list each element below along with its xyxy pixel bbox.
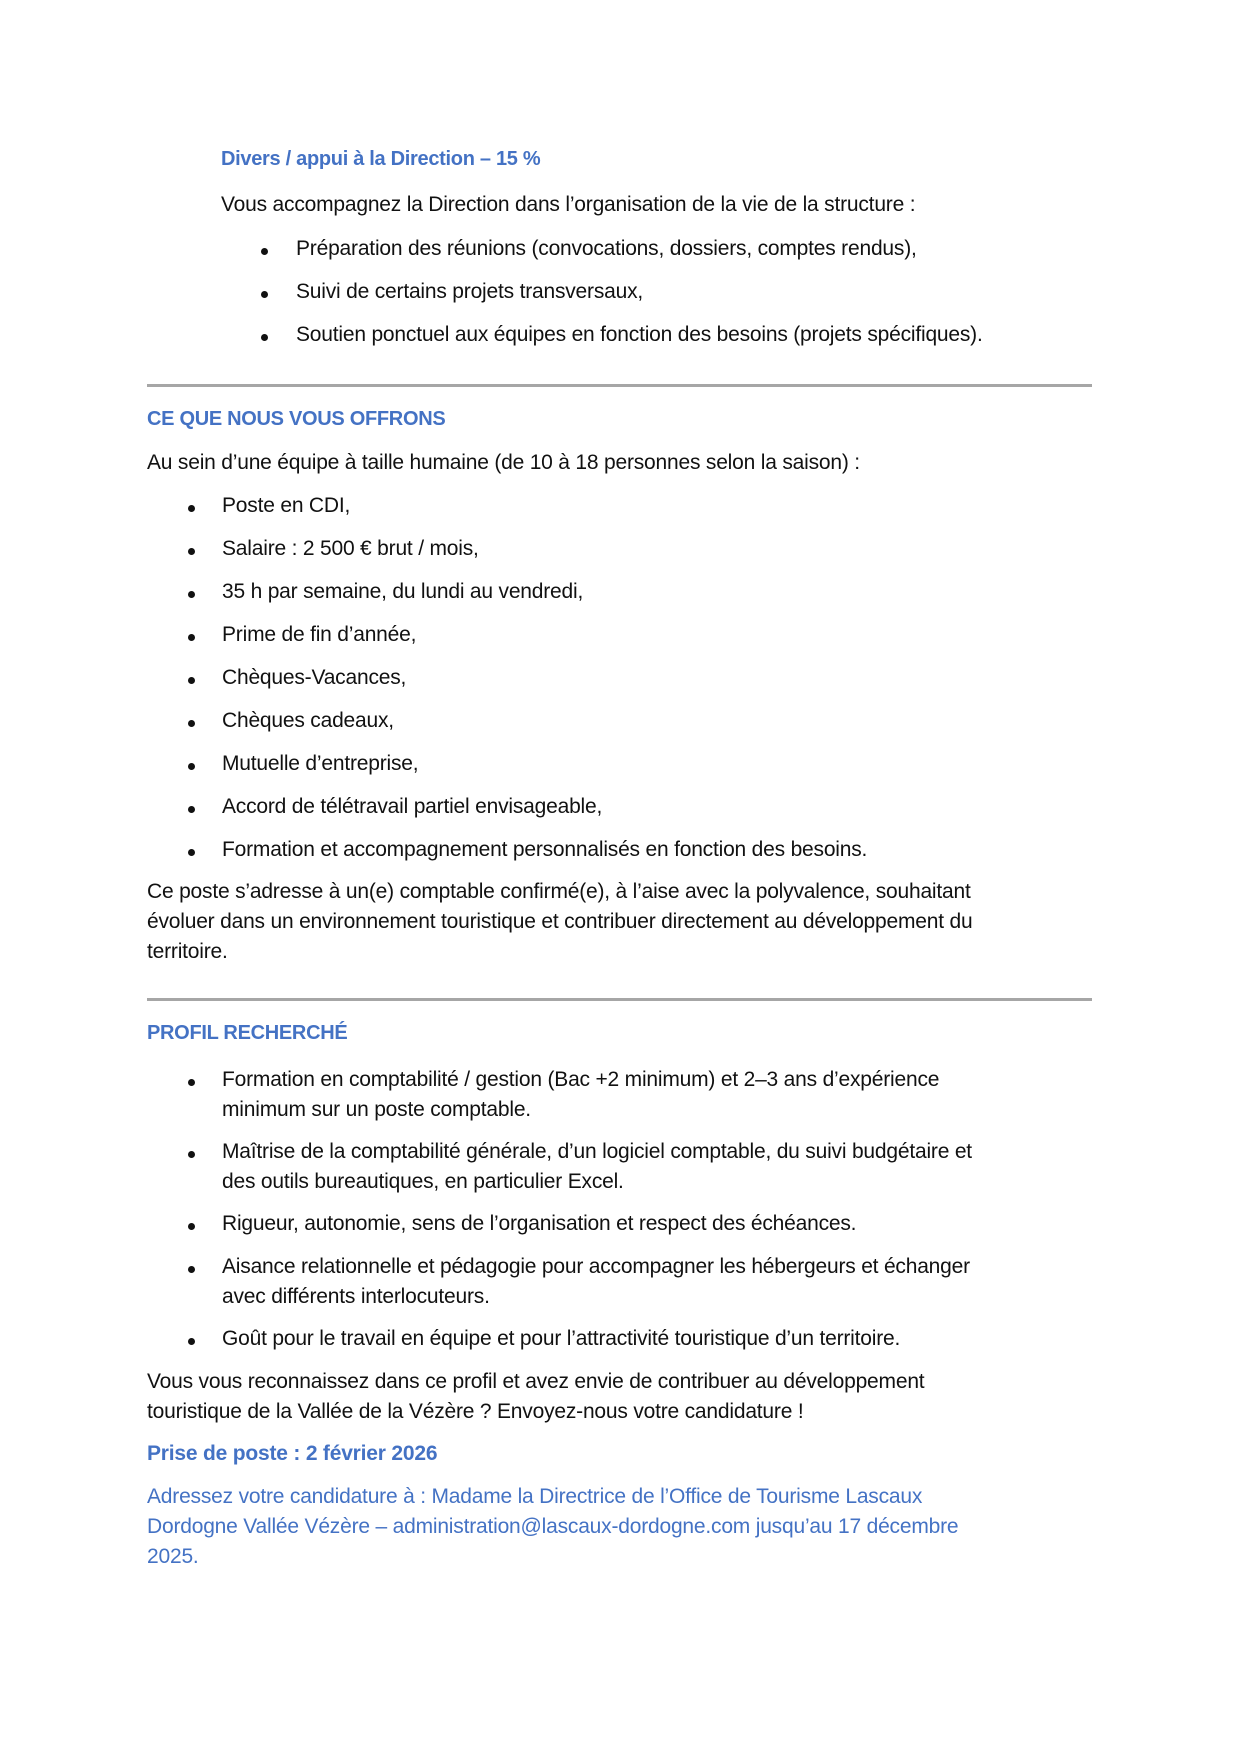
bullet-icon <box>261 291 268 298</box>
offrons-item: Salaire : 2 500 € brut / mois, <box>222 537 479 560</box>
bullet-icon <box>188 849 195 856</box>
offrons-intro: Au sein d’une équipe à taille humaine (de 10 à 18 personnes selon la saison) : <box>147 451 860 474</box>
section-divider <box>147 998 1092 1001</box>
profil-item-line: minimum sur un poste comptable. <box>222 1098 531 1121</box>
section-divider <box>147 384 1092 387</box>
application-line: Adressez votre candidature à : Madame la Directrice de l’Office de Tourisme Lascaux <box>147 1485 923 1508</box>
divers-intro: Vous accompagnez la Direction dans l’organisation de la vie de la structure : <box>221 193 916 216</box>
profil-closing-line: Vous vous reconnaissez dans ce profil et avez envie de contribuer au développement <box>147 1370 925 1393</box>
bullet-icon <box>188 806 195 813</box>
bullet-icon <box>188 548 195 555</box>
profil-item-line: Maîtrise de la comptabilité générale, d’un logiciel comptable, du suivi budgétaire et <box>222 1140 972 1163</box>
profil-item-line: Aisance relationnelle et pédagogie pour accompagner les hébergeurs et échanger <box>222 1255 970 1278</box>
profil-item-line: des outils bureautiques, en particulier Excel. <box>222 1170 624 1193</box>
offrons-closing-line: territoire. <box>147 940 228 963</box>
bullet-icon <box>188 677 195 684</box>
offrons-item: 35 h par semaine, du lundi au vendredi, <box>222 580 584 603</box>
section-heading-profil: PROFIL RECHERCHÉ <box>147 1022 348 1044</box>
offrons-item: Accord de télétravail partiel envisageable, <box>222 795 603 818</box>
profil-item-line: Rigueur, autonomie, sens de l’organisation et respect des échéances. <box>222 1212 857 1235</box>
profil-item-line: Goût pour le travail en équipe et pour l’attractivité touristique d’un territoire. <box>222 1327 901 1350</box>
application-line: 2025. <box>147 1545 199 1568</box>
bullet-icon <box>188 1338 195 1345</box>
offrons-closing-line: Ce poste s’adresse à un(e) comptable confirmé(e), à l’aise avec la polyvalence, souhaitant <box>147 880 971 903</box>
bullet-icon <box>188 591 195 598</box>
bullet-icon <box>188 763 195 770</box>
bullet-icon <box>261 248 268 255</box>
start-date: Prise de poste : 2 février 2026 <box>147 1442 438 1465</box>
offrons-item: Prime de fin d’année, <box>222 623 417 646</box>
section-heading-divers: Divers / appui à la Direction – 15 % <box>221 148 541 170</box>
profil-item-line: Formation en comptabilité / gestion (Bac +2 minimum) et 2–3 ans d’expérience <box>222 1068 940 1091</box>
offrons-item: Formation et accompagnement personnalisés en fonction des besoins. <box>222 838 868 861</box>
offrons-item: Poste en CDI, <box>222 494 351 517</box>
bullet-icon <box>188 505 195 512</box>
profil-item-line: avec différents interlocuteurs. <box>222 1285 490 1308</box>
bullet-icon <box>188 720 195 727</box>
bullet-icon <box>261 334 268 341</box>
bullet-icon <box>188 1079 195 1086</box>
offrons-item: Chèques-Vacances, <box>222 666 407 689</box>
application-line-with-email[interactable]: Dordogne Vallée Vézère – administration@lascaux-dordogne.com jusqu’au 17 décembre <box>147 1515 959 1538</box>
bullet-icon <box>188 1266 195 1273</box>
bullet-icon <box>188 1151 195 1158</box>
offrons-item: Chèques cadeaux, <box>222 709 394 732</box>
bullet-icon <box>188 634 195 641</box>
section-heading-offrons: CE QUE NOUS VOUS OFFRONS <box>147 408 446 430</box>
divers-item: Soutien ponctuel aux équipes en fonction des besoins (projets spécifiques). <box>296 323 983 346</box>
divers-item: Préparation des réunions (convocations, dossiers, comptes rendus), <box>296 237 917 260</box>
bullet-icon <box>188 1223 195 1230</box>
offrons-item: Mutuelle d’entreprise, <box>222 752 419 775</box>
offrons-closing-line: évoluer dans un environnement touristique et contribuer directement au développement du <box>147 910 973 933</box>
divers-item: Suivi de certains projets transversaux, <box>296 280 644 303</box>
profil-closing-line: touristique de la Vallée de la Vézère ? Envoyez-nous votre candidature ! <box>147 1400 804 1423</box>
